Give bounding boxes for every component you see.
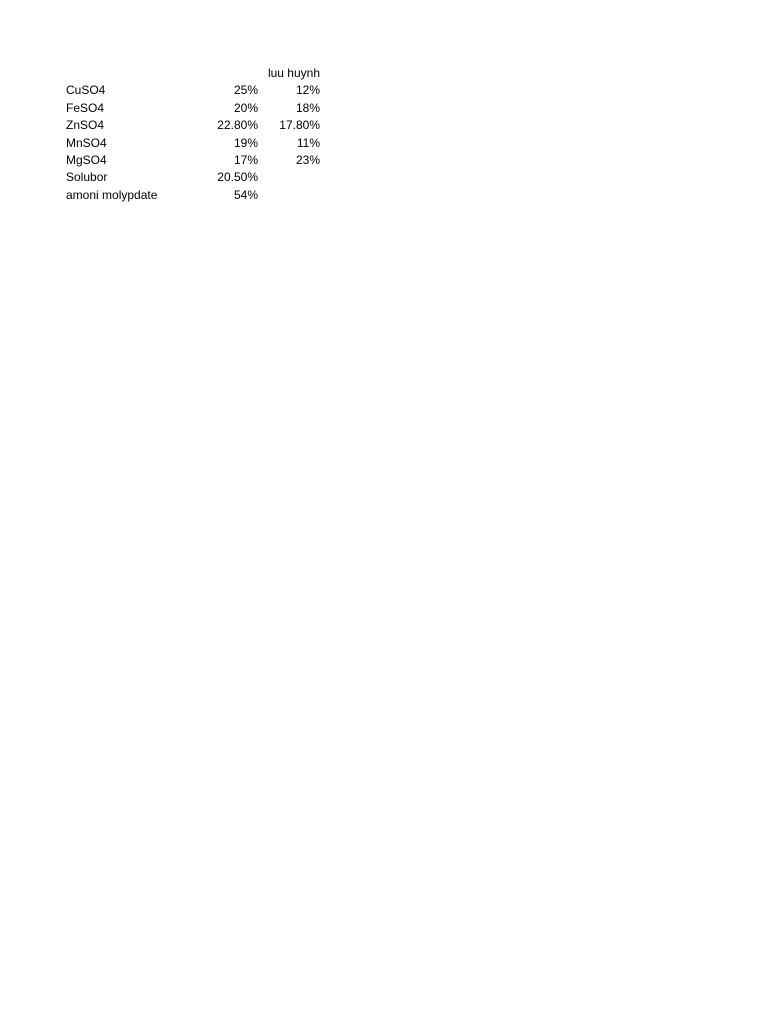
compound-name: ZnSO4 <box>66 118 105 133</box>
compound-percent: 20% <box>233 100 258 115</box>
table-row <box>66 187 320 204</box>
header-cell-name <box>66 65 196 82</box>
table-row <box>66 169 320 186</box>
compound-name: FeSO4 <box>66 100 105 115</box>
table-row <box>66 100 320 117</box>
compound-percent: 17% <box>233 153 258 168</box>
sulfur-percent: 23% <box>295 153 320 168</box>
compound-percent: 22.80% <box>217 118 258 133</box>
compound-name: amoni molypdate <box>66 187 158 202</box>
compound-percent: 19% <box>233 135 258 150</box>
sulfur-percent <box>258 187 320 204</box>
compound-percent: 54% <box>233 187 258 202</box>
compound-name: CuSO4 <box>66 83 106 98</box>
header-cell-luu-huynh: luu huynh <box>267 66 320 80</box>
header-row <box>66 65 320 82</box>
compound-name: MgSO4 <box>66 153 107 168</box>
sulfur-percent: 18% <box>295 100 320 115</box>
table-row <box>66 117 320 134</box>
sulfur-percent <box>258 169 320 186</box>
compound-percent: 20.50% <box>217 170 258 185</box>
compound-name: MnSO4 <box>66 135 107 150</box>
table-row <box>66 135 320 152</box>
table-row <box>66 152 320 169</box>
table-row <box>66 82 320 99</box>
header-cell-value <box>196 65 258 82</box>
sulfur-percent: 12% <box>295 83 320 98</box>
compound-percent: 25% <box>233 83 258 98</box>
sulfur-percent: 11% <box>296 135 320 150</box>
sulfur-percent: 17.80% <box>279 118 320 133</box>
data-table <box>66 65 320 204</box>
compound-name: Solubor <box>66 170 108 185</box>
